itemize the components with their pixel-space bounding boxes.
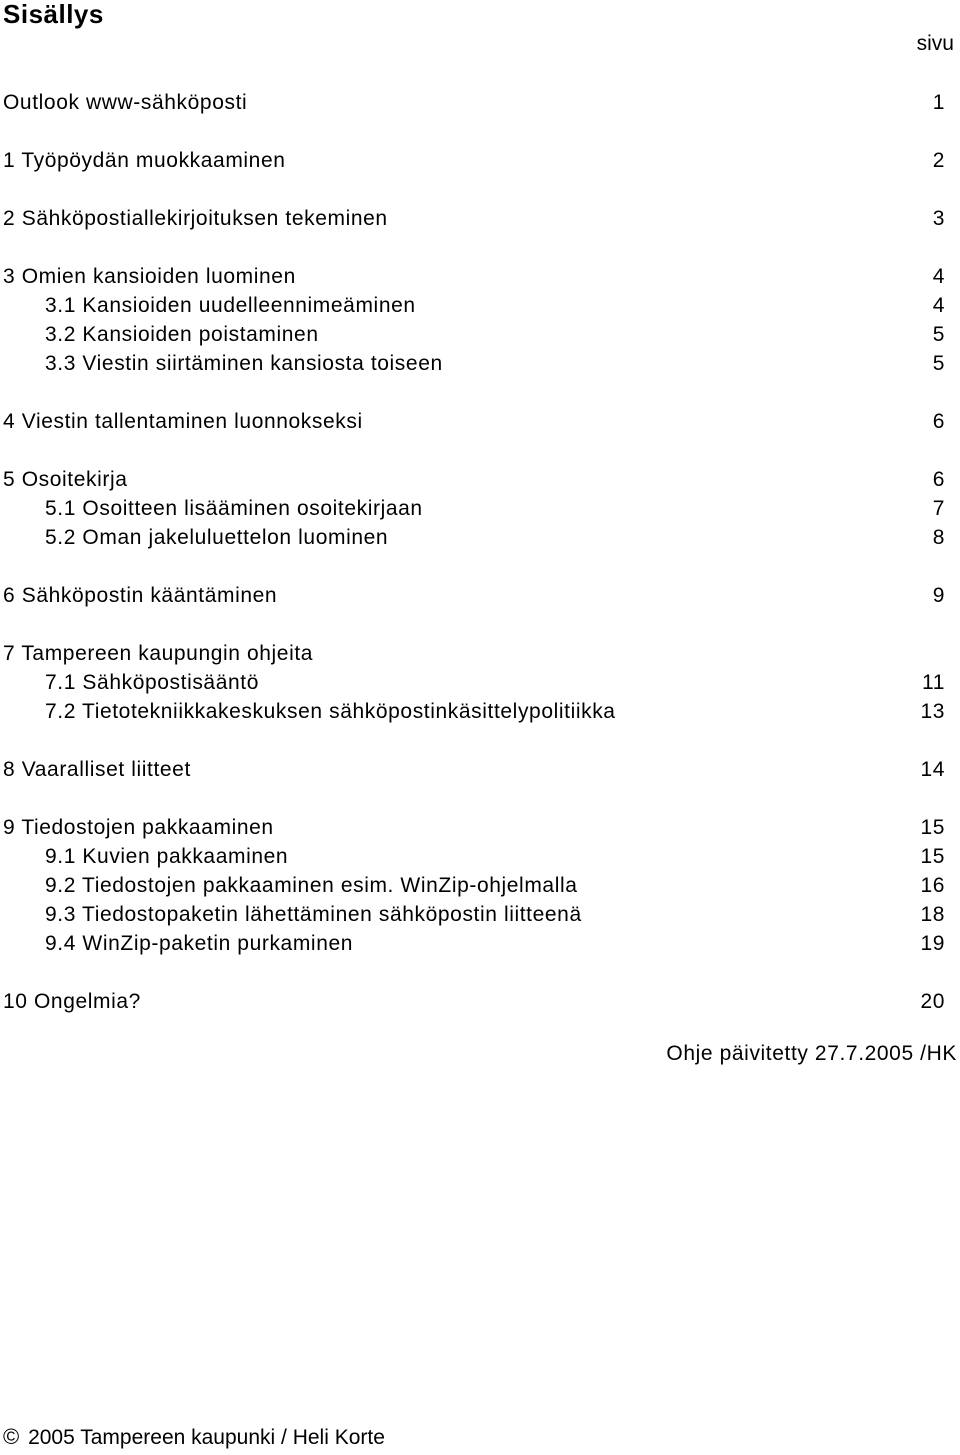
toc-entry xyxy=(0,900,960,929)
toc-entry-page-number: 2 xyxy=(932,149,945,172)
toc-entry-page-number: 6 xyxy=(932,410,945,433)
toc-entry-label: 3.1 Kansioiden uudelleennimeäminen xyxy=(45,294,416,317)
toc-entry xyxy=(0,697,960,726)
toc-entry-label: 7.1 Sähköpostisääntö xyxy=(45,671,259,694)
toc-entry-page-number: 16 xyxy=(920,874,945,897)
toc-entry xyxy=(0,146,960,175)
toc-entry xyxy=(0,407,960,436)
toc-entry-label: 9.2 Tiedostojen pakkaaminen esim. WinZip-ohjelmalla xyxy=(45,874,578,897)
toc-entry-label: 6 Sähköpostin kääntäminen xyxy=(3,584,278,607)
toc-entry-page-number: 11 xyxy=(922,671,945,694)
toc-entry xyxy=(0,668,960,697)
toc-entry-label: 5.1 Osoitteen lisääminen osoitekirjaan xyxy=(45,497,423,520)
toc-entry xyxy=(0,494,960,523)
toc-entry-label: 3.2 Kansioiden poistaminen xyxy=(45,323,319,346)
toc-entry-page-number: 8 xyxy=(932,526,945,549)
toc-entry xyxy=(0,349,960,378)
toc-entry xyxy=(0,842,960,871)
toc-entry-page-number: 15 xyxy=(920,845,945,868)
toc-entry-label: 5 Osoitekirja xyxy=(3,468,128,491)
toc-entry-page-number: 5 xyxy=(932,323,945,346)
toc-entry xyxy=(0,262,960,291)
toc-entry-label: 7 Tampereen kaupungin ohjeita xyxy=(3,642,314,665)
toc-entry-page-number: 3 xyxy=(932,207,945,230)
toc-entry xyxy=(0,755,960,784)
toc-entry-label: 5.2 Oman jakeluluettelon luominen xyxy=(45,526,389,549)
toc-entry-label: 9.3 Tiedostopaketin lähettäminen sähköpostin liitteenä xyxy=(45,903,582,926)
toc-entry-label: 10 Ongelmia? xyxy=(3,990,141,1013)
toc-entry-page-number: 20 xyxy=(920,990,945,1013)
toc-entry-page-number: 14 xyxy=(920,758,945,781)
toc-entry-page-number: 4 xyxy=(932,294,945,317)
toc-entry-label: 9 Tiedostojen pakkaaminen xyxy=(3,816,274,839)
toc-entry xyxy=(0,88,960,117)
toc-entry-page-number: 15 xyxy=(920,816,945,839)
copyright-icon: © xyxy=(3,1424,20,1449)
toc-entry-page-number: 1 xyxy=(932,91,945,114)
toc-entry xyxy=(0,465,960,494)
toc-entry-page-number: 13 xyxy=(920,700,945,723)
toc-entry-page-number: 18 xyxy=(920,903,945,926)
toc-entry xyxy=(0,320,960,349)
toc-entry xyxy=(0,291,960,320)
toc-entry-label: 1 Työpöydän muokkaaminen xyxy=(3,149,286,172)
toc-entry-label: 4 Viestin tallentaminen luonnokseksi xyxy=(3,410,363,433)
page-title: Sisällys xyxy=(3,0,104,29)
toc-entry-label: 2 Sähköpostiallekirjoituksen tekeminen xyxy=(3,207,388,230)
toc-entry xyxy=(0,639,960,668)
page-column-header: sivu xyxy=(916,32,954,55)
footer xyxy=(3,1424,385,1450)
toc-entry-label: 8 Vaaralliset liitteet xyxy=(3,758,191,781)
toc-entry xyxy=(0,929,960,958)
toc-entry-label: 7.2 Tietotekniikkakeskuksen sähköpostinkäsittelypolitiikka xyxy=(45,700,616,723)
toc-entry-page-number: 19 xyxy=(920,932,945,955)
toc-entry-label: 3.3 Viestin siirtäminen kansiosta toiseen xyxy=(45,352,443,375)
toc-entry xyxy=(0,581,960,610)
toc-entry xyxy=(0,523,960,552)
toc-entry xyxy=(0,204,960,233)
toc-entry-page-number: 6 xyxy=(932,468,945,491)
toc-entry-label: 3 Omien kansioiden luominen xyxy=(3,265,296,288)
toc-entry xyxy=(0,987,960,1016)
toc-entry xyxy=(0,871,960,900)
toc-entry-page-number: 7 xyxy=(932,497,945,520)
toc-entry-label: Outlook www-sähköposti xyxy=(3,91,248,114)
toc-entry-label: 9.4 WinZip-paketin purkaminen xyxy=(45,932,354,955)
toc-entry-page-number: 4 xyxy=(932,265,945,288)
toc-entry-page-number: 5 xyxy=(932,352,945,375)
toc-entry xyxy=(0,813,960,842)
toc-entry-page-number: 9 xyxy=(932,584,945,607)
updated-note: Ohje päivitetty 27.7.2005 /HK xyxy=(666,1042,957,1065)
footer-text: 2005 Tampereen kaupunki / Heli Korte xyxy=(28,1426,385,1449)
toc-entry-label: 9.1 Kuvien pakkaaminen xyxy=(45,845,289,868)
